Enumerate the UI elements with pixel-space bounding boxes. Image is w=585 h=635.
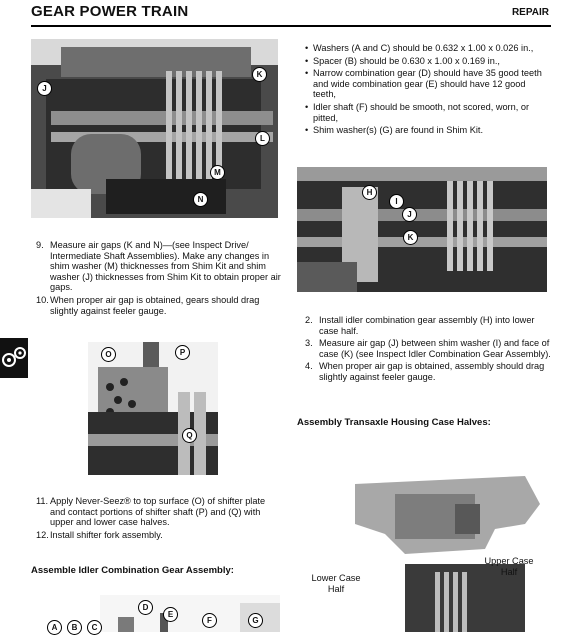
- side-tab: [0, 338, 28, 378]
- step-2: 2. Install idler combination gear assembly (H) into lower case half.: [305, 315, 535, 336]
- callout-D: D: [138, 600, 153, 615]
- specs-list: [305, 43, 550, 138]
- step-4: 4. When proper air gap is obtained, assembly should drag slightly against feeler gauge.: [305, 361, 545, 382]
- figure-housing-case-halves: [345, 464, 545, 632]
- callout-N: N: [193, 192, 208, 207]
- steps-11-12: [36, 496, 280, 542]
- callout-F: F: [202, 613, 217, 628]
- callout-M: M: [210, 165, 225, 180]
- callout-K-idler: K: [403, 230, 418, 245]
- callout-B: B: [67, 620, 82, 635]
- subhead-housing-case: Assembly Transaxle Housing Case Halves:: [297, 417, 491, 428]
- steps-2-4: [305, 315, 551, 385]
- gears-icon: [0, 338, 28, 378]
- step-3: 3. Measure air gap (J) between shim washer (I) and face of case (K) (see Inspect Idler Combination Gear Assembly).: [305, 338, 551, 359]
- callout-K: K: [252, 67, 267, 82]
- callout-J-idler: J: [402, 207, 417, 222]
- spec-idler-shaft: • Idler shaft (F) should be smooth, not scored, worn, or pitted,: [305, 102, 550, 123]
- step-12: 12. Install shifter fork assembly.: [36, 529, 163, 540]
- callout-Q: Q: [182, 428, 197, 443]
- page-title: GEAR POWER TRAIN: [31, 3, 189, 20]
- spec-shim-washers: • Shim washer(s) (G) are found in Shim Kit.: [305, 125, 550, 136]
- section-label: REPAIR: [511, 7, 549, 18]
- callout-G: G: [248, 613, 263, 628]
- callout-C: C: [87, 620, 102, 635]
- figure-gear-train-shims: [31, 39, 278, 218]
- label-lower-case-half: Lower Case Half: [311, 573, 361, 594]
- header-rule: [31, 25, 551, 27]
- spec-washers: • Washers (A and C) should be 0.632 x 1.00 x 0.026 in.,: [305, 43, 550, 54]
- subhead-idler-assembly: Assemble Idler Combination Gear Assembly:: [31, 565, 234, 576]
- callout-J: J: [37, 81, 52, 96]
- step-10: 10. When proper air gap is obtained, gears should drag slightly against feeler gauge.: [36, 294, 260, 316]
- callout-I: I: [389, 194, 404, 209]
- callout-O: O: [101, 347, 116, 362]
- spec-combination-gears: • Narrow combination gear (D) should have 35 good teeth and wide combination gear (E) should have 12 good teeth,: [305, 68, 550, 100]
- callout-L: L: [255, 131, 270, 146]
- step-9: 9. Measure air gaps (K and N)—(see Inspect Drive/ Intermediate Shaft Assemblies). Make any changes in shim washer (M) thicknesses from Shim Kit and shim washer (J) thicknesses from Shim Kit to obtain proper air gaps.: [36, 240, 281, 293]
- callout-P: P: [175, 345, 190, 360]
- steps-9-10: [36, 240, 282, 318]
- callout-H: H: [362, 185, 377, 200]
- callout-A: A: [47, 620, 62, 635]
- callout-E: E: [163, 607, 178, 622]
- spec-spacer: • Spacer (B) should be 0.630 x 1.00 x 0.169 in.,: [305, 56, 550, 67]
- figure-idler-gear-in-case: [297, 167, 547, 292]
- label-upper-case-half: Upper Case Half: [484, 556, 534, 577]
- step-11: 11. Apply Never-Seez® to top surface (O) of shifter plate and contact portions of shifter shaft (P) and (Q) with upper and lower case halves.: [36, 496, 266, 528]
